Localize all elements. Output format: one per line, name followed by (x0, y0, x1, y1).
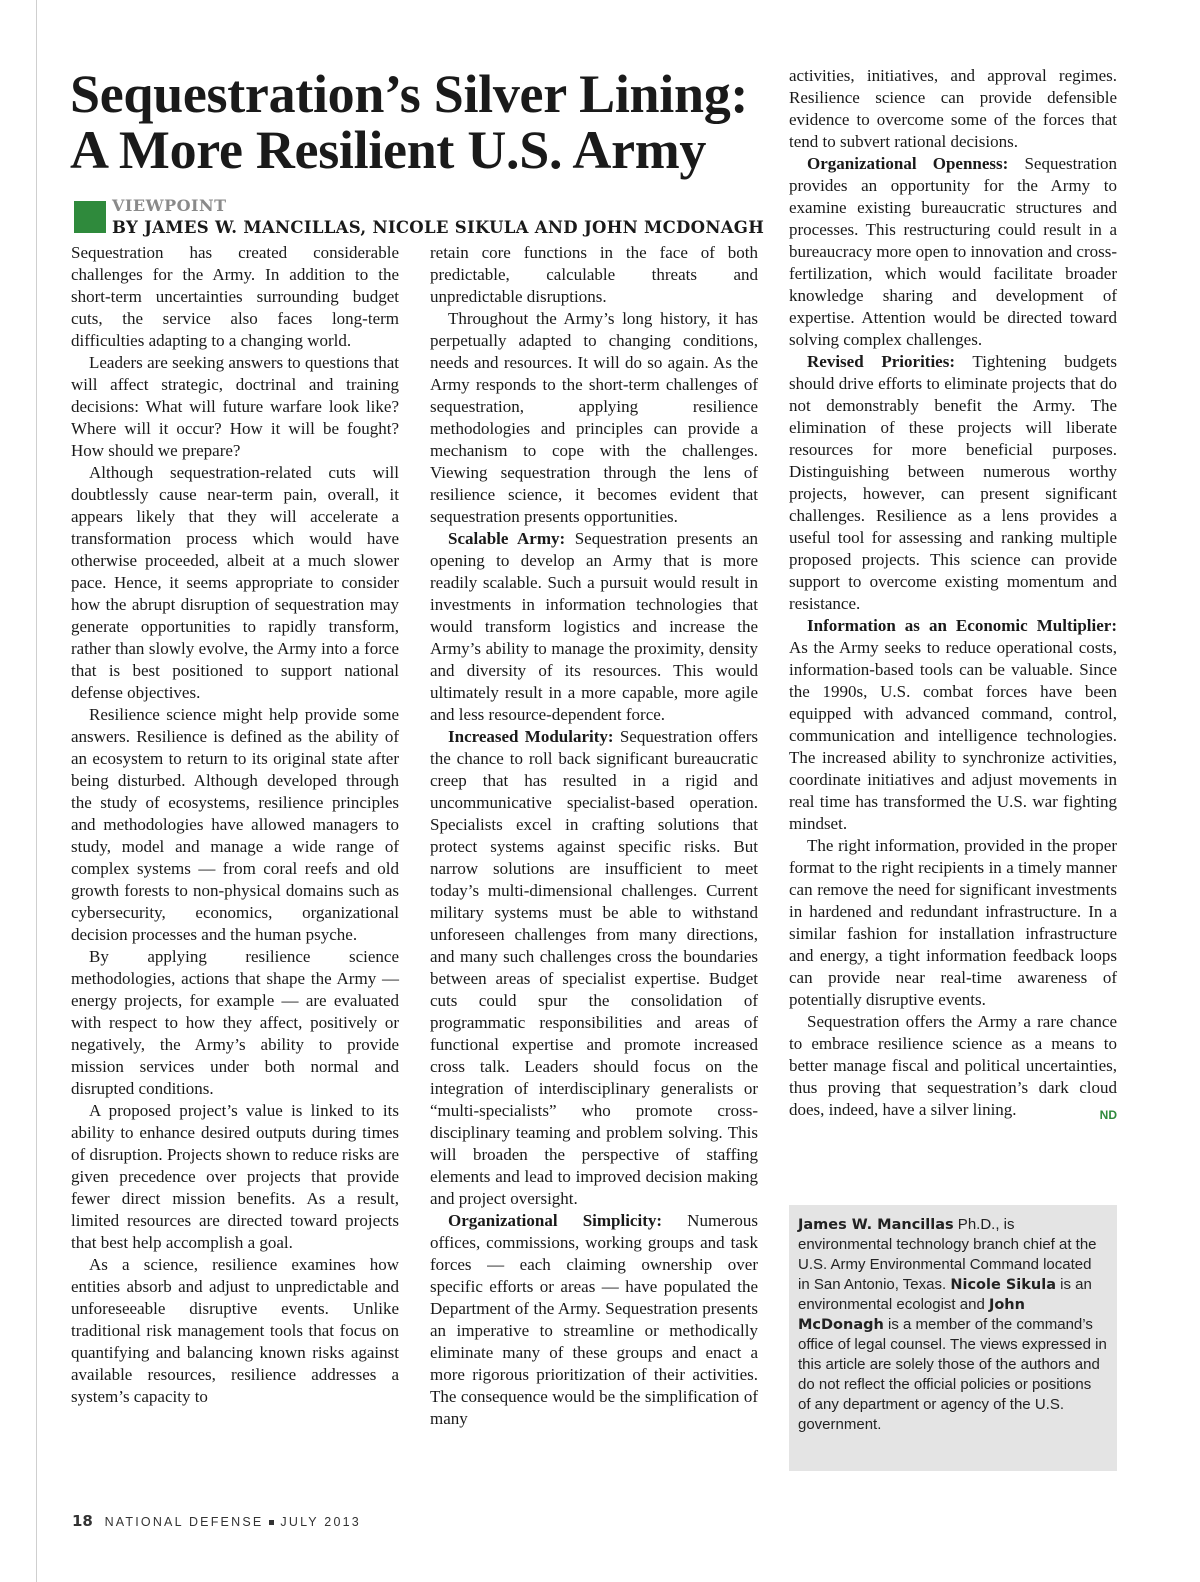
run-in-heading: Increased Modularity: (448, 727, 614, 746)
paragraph: By applying resilience science methodologies, actions that shape the Army — energy projects, for example — are evaluated with respect to how they affect, positively or negatively, the Army’s ability to provide mission services under both normal and disrupted conditions. (71, 947, 399, 1098)
paragraph: Although sequestration-related cuts will doubtlessly cause near-term pain, overall, it appears likely that they will accelerate a transformation process which would have otherwise proceeded, albeit at a much slower pace. Hence, it seems appropriate to consider how the abrupt disruption of sequestration may generate opportunities to rapidly transform, rather than slowly evolve, the Army into a force that is best positioned to support national defense objectives. (71, 463, 399, 702)
paragraph (430, 1210, 758, 1430)
paragraph: As a science, resilience examines how entities absorb and adjust to unpredictable and unforeseeable disruptive events. Unlike traditional risk management tools that focus on quantifying and balancing known risks against available resources, resilience addresses a system’s capacity to (71, 1255, 399, 1406)
page-margin-rule (36, 0, 37, 1582)
paragraph: Resilience science might help provide some answers. Resilience is defined as the ability of an ecosystem to return to its original state after being disturbed. Although developed through the study of ecosystems, resilience principles and methodologies have allowed managers to study, model and manage a wide range of complex systems — from coral reefs and old growth forests to non-physical domains such as cybersecurity, economics, organizational decision processes and the human psyche. (71, 705, 399, 944)
paragraph-text: As the Army seeks to reduce operational costs, information-based tools can be valuable. Since the 1990s, U.S. combat forces have been equipped with advanced command, control, communication and intelligence technologies. The increased ability to synchronize activities, coordinate initiatives and adjust movements in real time has transformed the U.S. war fighting mindset. (789, 638, 1117, 833)
title-line-2: A More Resilient U.S. Army (70, 120, 707, 180)
author-name: John McDonagh (798, 1297, 1025, 1333)
separator-square (269, 1520, 274, 1525)
paragraph: activities, initiatives, and approval regimes. Resilience science can provide defensible evidence to overcome some of the forces that tend to subvert rational decisions. (789, 66, 1117, 151)
run-in-heading: Scalable Army: (448, 529, 566, 548)
run-in-heading: Revised Priorities: (807, 352, 955, 371)
paragraph (430, 726, 758, 1210)
paragraph: Leaders are seeking answers to questions that will affect strategic, doctrinal and training decisions: What will future warfare look like? Where will it occur? How it will be fought? How should we prepare? (71, 353, 399, 460)
paragraph-text: Tightening budgets should drive efforts to eliminate projects that do not demonstrably benefit the Army. The elimination of these projects will liberate resources for more beneficial purposes. Distinguishing between numerous worthy projects, however, can present significant challenges. Resilience as a lens provides a useful tool for assessing and ranking multiple proposed projects. This science can provide support to overcome existing momentum and resistance. (789, 352, 1117, 613)
article-title (70, 66, 770, 178)
paragraph (789, 615, 1117, 835)
paragraph-text: Sequestration provides an opportunity for the Army to examine existing bureaucratic structures and processes. This restructuring could result in a bureaucracy more open to innovation and cross-fertilization, which would facilitate broader knowledge sharing and development of expertise. Attention would be directed toward solving complex challenges. (789, 154, 1118, 349)
page-footer (72, 1512, 361, 1530)
title-line-1: Sequestration’s Silver Lining: (70, 64, 749, 124)
viewpoint-marker-square (74, 201, 106, 233)
paragraph-text: Sequestration offers the Army a rare chance to embrace resilience science as a means to better manage fiscal and political uncertainties, thus proving that sequestration’s dark cloud does, indeed, have a silver lining. (789, 1012, 1117, 1119)
paragraph (789, 153, 1117, 351)
bio-text: Ph.D., is environmental technology branch chief at the U.S. Army Environmental Command located in San Antonio, Texas. (798, 1216, 1097, 1293)
paragraph-text: Sequestration presents an opening to develop an Army that is more readily scalable. Such a pursuit would result in investments in information technologies that would transform logistics and increase the Army’s ability to manage the proximity, density and diversity of its resources. This would ultimately result in a more capable, more agile and less resource-dependent force. (430, 529, 758, 724)
bio-text: is a member of the command’s office of legal counsel. The views expressed in this article are solely those of the authors and do not reflect the official policies or positions of any department or agency of the U.S. government. (798, 1316, 1107, 1433)
author-name: James W. Mancillas (798, 1217, 954, 1233)
paragraph (430, 528, 758, 726)
paragraph (789, 351, 1117, 615)
section-label: VIEWPOINT (112, 196, 227, 215)
author-name: Nicole Sikula (950, 1277, 1056, 1293)
byline: BY JAMES W. MANCILLAS, NICOLE SIKULA AND JOHN MCDONAGH (112, 218, 765, 237)
body-column-2 (430, 242, 758, 1430)
body-column-1 (71, 242, 399, 1408)
run-in-heading: Organizational Openness: (807, 154, 1009, 173)
paragraph-text: Sequestration offers the chance to roll back significant bureaucratic creep that has resulted in a rigid and uncommunicative specialist-based operation. Specialists excel in crafting solutions that protect systems against specific risks. But narrow solutions are insufficient to meet today’s multi-dimensional challenges. Current military systems must be able to withstand unforeseen challenges from many directions, and many such challenges cross the boundaries between areas of specialist expertise. Budget cuts could spur the consolidation of programmatic responsibilities and areas of functional expertise and promote increased cross talk. Leaders should focus on the integration of interdisciplinary generalists or “multi-specialists” who promote cross-disciplinary teaming and problem solving. This will broaden the perspective of staffing elements and lead to improved decision making and project oversight. (430, 727, 758, 1208)
bio-text: is an environmental ecologist and (798, 1276, 1092, 1313)
author-bio-box (789, 1205, 1117, 1471)
page-number: 18 (72, 1512, 93, 1530)
paragraph: The right information, provided in the proper format to the right recipients in a timely manner can remove the need for significant investments in hardened and redundant infrastructure. In a similar fashion for installation infrastructure and energy, a tight information feedback loops can provide near real-time awareness of potentially disruptive events. (789, 836, 1117, 1009)
paragraph: Sequestration has created considerable challenges for the Army. In addition to the short-term uncertainties surrounding budget cuts, the service also faces long-term difficulties adapting to a changing world. (71, 243, 399, 350)
paragraph (789, 1011, 1117, 1121)
paragraph: A proposed project’s value is linked to its ability to enhance desired outputs during times of disruption. Projects shown to reduce risks are given precedence over projects that provide fewer direct mission benefits. As a result, limited resources are directed toward projects that best help accomplish a goal. (71, 1101, 399, 1252)
paragraph: retain core functions in the face of both predictable, calculable threats and unpredictable disruptions. (430, 243, 758, 306)
issue-date: JULY 2013 (280, 1515, 361, 1529)
paragraph: Throughout the Army’s long history, it has perpetually adapted to changing conditions, needs and resources. It will do so again. As the Army responds to the short-term challenges of sequestration, applying resilience methodologies and principles can provide a mechanism to cope with the challenges. Viewing sequestration through the lens of resilience science, it becomes evident that sequestration presents opportunities. (430, 309, 758, 526)
body-column-3 (789, 65, 1117, 1126)
run-in-heading: Information as an Economic Multiplier: (807, 616, 1117, 635)
paragraph-text: Numerous offices, commissions, working groups and task forces — each claiming ownership over specific efforts or areas — have populated the Department of the Army. Sequestration presents an imperative to streamline or methodically eliminate many of these groups and enact a more rigorous prioritization of their activities. The consequence would be the simplification of many (430, 1211, 758, 1428)
end-mark: ND (1099, 1108, 1117, 1122)
run-in-heading: Organizational Simplicity: (448, 1211, 663, 1230)
publication-name: NATIONAL DEFENSE (104, 1515, 264, 1529)
